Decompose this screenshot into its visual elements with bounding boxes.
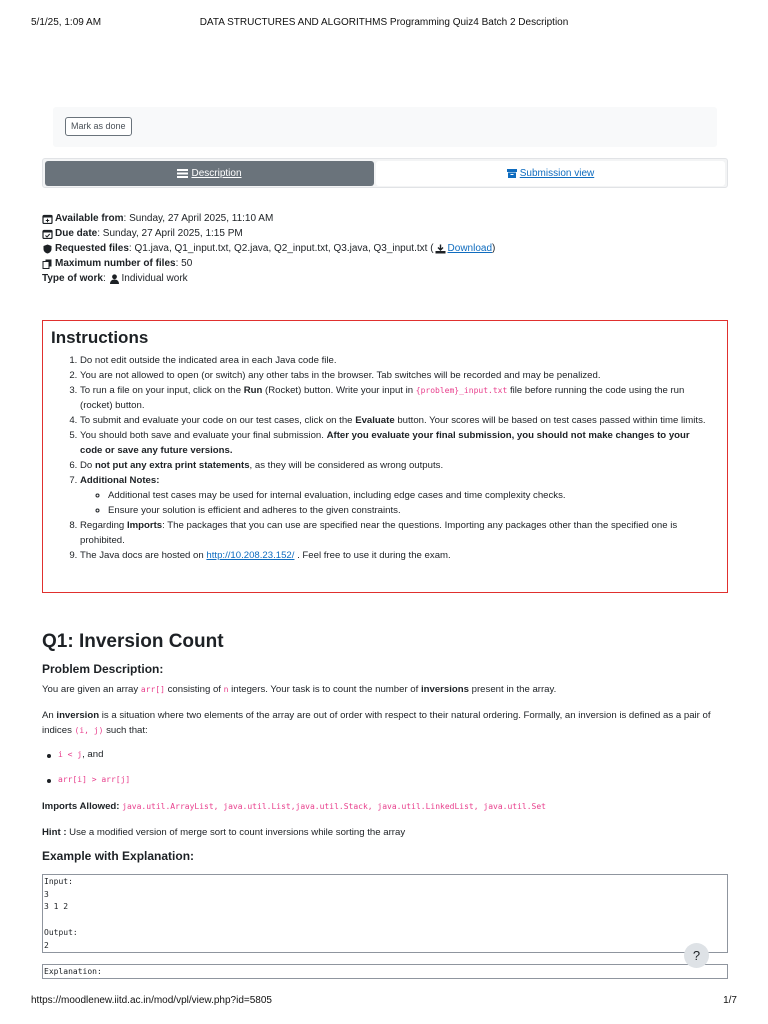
activity-dates bbox=[42, 211, 495, 286]
instruction-item: 1. Do not edit outside the indicated area in each Java code file. bbox=[80, 353, 714, 368]
instructions-title: Instructions bbox=[51, 328, 149, 347]
print-header bbox=[31, 17, 737, 31]
mark-as-done-button[interactable]: Mark as done bbox=[65, 117, 132, 136]
page-url: https://moodlenew.iitd.ac.in/mod/vpl/view.php?id=5805 bbox=[31, 995, 272, 1006]
problem-paragraph-2: An inversion is a situation where two elements of the array are out of order with respect to their natural ordering. Formally, an inversion is defined as a pair of indices (i, j) such that: bbox=[42, 710, 711, 736]
question-1 bbox=[42, 630, 728, 976]
instruction-item: 6. Do not put any extra print statements, as they will be considered as wrong outputs. bbox=[80, 458, 714, 473]
calendar-plus-icon bbox=[42, 214, 53, 224]
available-from-label: Available from bbox=[55, 213, 124, 224]
max-files-label: Maximum number of files bbox=[55, 258, 176, 269]
vpl-tabs bbox=[42, 158, 728, 188]
tab-description[interactable] bbox=[45, 161, 374, 186]
instruction-item: 7. Additional Notes: ◦ Additional test cases may be used for internal evaluation, including edge cases and time complexity checks. ◦ Ensure your solution is efficient and adheres to the given constraints. bbox=[80, 473, 714, 518]
due-date-row: Due date : Sunday, 27 April 2025, 1:15 PM bbox=[42, 226, 495, 241]
note-item: ◦ Additional test cases may be used for internal evaluation, including edge cases and time complexity checks. bbox=[108, 488, 714, 503]
copy-icon bbox=[42, 259, 53, 269]
explanation-block: Explanation: bbox=[42, 964, 728, 979]
question-title: Q1: Inversion Count bbox=[42, 631, 224, 652]
requested-files-close: ) bbox=[492, 243, 496, 254]
due-date-value: Sunday, 27 April 2025, 1:15 PM bbox=[102, 228, 243, 239]
instruction-item: 5. You should both save and evaluate your final submission. After you evaluate your final submission, you should not make changes to your code or save any future versions. bbox=[80, 428, 714, 458]
instruction-item: 9. The Java docs are hosted on http://10.208.23.152/ . Feel free to use it during the exam. bbox=[80, 548, 714, 563]
instruction-item: 2. You are not allowed to open (or switch) any other tabs in the browser. Tab switches will be recorded and may be penalized. bbox=[80, 368, 714, 383]
activity-completion-bar bbox=[53, 107, 717, 147]
imports-allowed: Imports Allowed: java.util.ArrayList, java.util.List,java.util.Stack, java.util.LinkedList, java.util.Set bbox=[42, 801, 546, 812]
additional-notes-list bbox=[108, 488, 714, 518]
instructions-box bbox=[42, 320, 728, 593]
instruction-item: 8. Regarding Imports: The packages that you can use are specified near the questions. Importing any packages other than the specified one is prohibited. bbox=[80, 518, 714, 548]
print-footer bbox=[31, 995, 737, 1009]
list-icon bbox=[177, 169, 188, 178]
page-number: 1/7 bbox=[723, 995, 737, 1006]
condition-bullet: arr[i] > arr[j] bbox=[58, 775, 131, 784]
max-files-value: 50 bbox=[181, 258, 193, 269]
requested-files-label: Requested files bbox=[55, 243, 129, 254]
archive-icon bbox=[507, 169, 517, 178]
available-from-row: Available from : Sunday, 27 April 2025, 11:10 AM bbox=[42, 211, 495, 226]
example-heading: Example with Explanation: bbox=[42, 849, 195, 863]
calendar-check-icon bbox=[42, 229, 53, 239]
instructions-list bbox=[80, 353, 714, 563]
print-title: DATA STRUCTURES AND ALGORITHMS Programming Quiz4 Batch 2 Description bbox=[199, 17, 569, 28]
type-of-work-label: Type of work bbox=[42, 273, 103, 284]
due-date-label: Due date bbox=[55, 228, 98, 239]
problem-description-heading: Problem Description: bbox=[42, 662, 164, 676]
instruction-item: 3. To run a file on your input, click on the Run (Rocket) button. Write your input in {problem}_input.txt file before running the code using the run (rocket) button. bbox=[80, 383, 714, 413]
hint: Hint : Use a modified version of merge sort to count inversions while sorting the array bbox=[42, 827, 406, 838]
requested-files-value: Q1.java, Q1_input.txt, Q2.java, Q2_input.txt, Q3.java, Q3_input.txt ( bbox=[134, 243, 434, 254]
tab-submission-view-label: Submission view bbox=[519, 168, 595, 179]
requested-files-row: Requested files : Q1.java, Q1_input.txt, Q2.java, Q2_input.txt, Q3.java, Q3_input.txt ( Download ) bbox=[42, 241, 495, 256]
tab-submission-view[interactable] bbox=[376, 161, 725, 186]
type-of-work-value: Individual work bbox=[121, 273, 188, 284]
example-io-block: Input: 3 3 1 2 Output: 2 bbox=[42, 874, 728, 953]
max-files-row: Maximum number of files : 50 bbox=[42, 256, 495, 271]
download-icon[interactable] bbox=[435, 244, 446, 254]
input-file-code: {problem}_input.txt bbox=[415, 386, 508, 395]
java-docs-link[interactable]: http://10.208.23.152/ bbox=[206, 550, 295, 561]
shield-icon bbox=[42, 244, 53, 254]
tab-description-label: Description bbox=[191, 168, 242, 179]
problem-paragraph-1: You are given an array arr[] consisting of n integers. Your task is to count the number of inversions present in the array. bbox=[42, 684, 557, 695]
note-item: ◦ Ensure your solution is efficient and adheres to the given constraints. bbox=[108, 503, 714, 518]
type-of-work-row: Type of work : Individual work bbox=[42, 273, 188, 284]
download-link[interactable]: Download bbox=[447, 243, 493, 254]
user-icon bbox=[109, 274, 120, 284]
help-button[interactable]: ? bbox=[684, 943, 709, 968]
print-timestamp: 5/1/25, 1:09 AM bbox=[31, 17, 102, 28]
available-from-value: Sunday, 27 April 2025, 11:10 AM bbox=[129, 213, 274, 224]
instruction-item: 4. To submit and evaluate your code on our test cases, click on the Evaluate button. Your scores will be based on test cases passed within time limits. bbox=[80, 413, 714, 428]
condition-bullet: i < j, and bbox=[58, 749, 104, 760]
